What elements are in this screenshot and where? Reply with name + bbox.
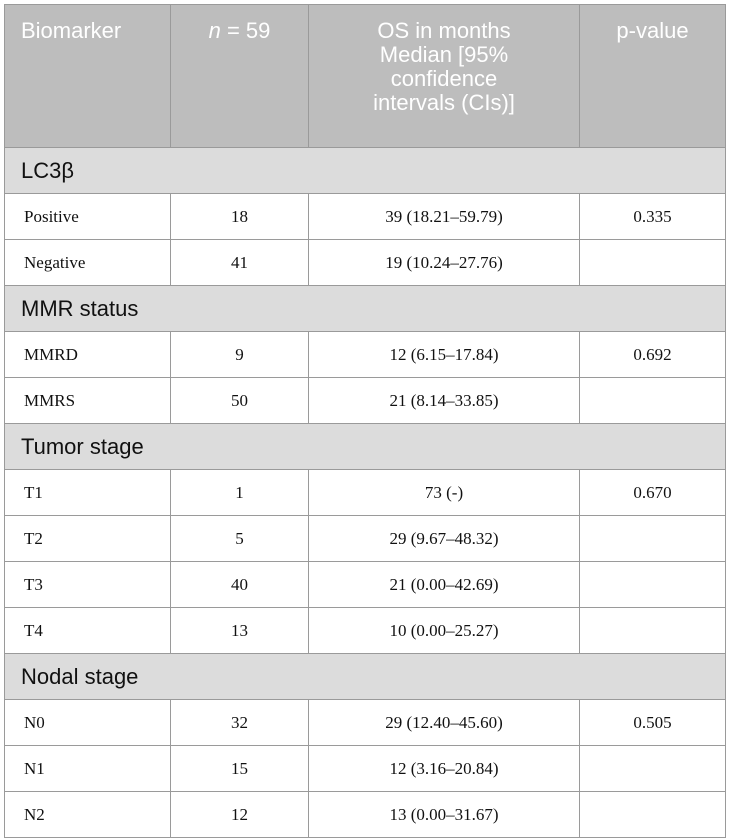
row-os: 21 (8.14–33.85) [309, 378, 580, 424]
row-pvalue: 0.335 [580, 194, 726, 240]
row-n: 5 [171, 516, 309, 562]
header-os-line: Median [95% [379, 42, 509, 67]
row-os: 19 (10.24–27.76) [309, 240, 580, 286]
survival-table [4, 4, 726, 838]
header-n-value: = 59 [220, 18, 271, 43]
row-label: T1 [5, 470, 171, 516]
row-os: 12 (3.16–20.84) [309, 746, 580, 792]
section-row [5, 654, 726, 700]
table-row [5, 746, 726, 792]
row-os: 29 (12.40–45.60) [309, 700, 580, 746]
row-n: 41 [171, 240, 309, 286]
table-row [5, 240, 726, 286]
row-label: Negative [5, 240, 171, 286]
row-pvalue [580, 562, 726, 608]
row-pvalue: 0.692 [580, 332, 726, 378]
header-pvalue: p-value [580, 5, 726, 148]
table-row [5, 608, 726, 654]
section-row [5, 148, 726, 194]
row-pvalue [580, 608, 726, 654]
section-row [5, 424, 726, 470]
header-os-line: intervals (CIs)] [373, 90, 515, 115]
row-label: T3 [5, 562, 171, 608]
section-row [5, 286, 726, 332]
section-title: LC3β [5, 148, 726, 194]
row-n: 15 [171, 746, 309, 792]
row-n: 40 [171, 562, 309, 608]
header-n [171, 5, 309, 148]
row-pvalue: 0.670 [580, 470, 726, 516]
header-os-line: OS in months [377, 18, 511, 43]
row-os: 13 (0.00–31.67) [309, 792, 580, 838]
row-label: Positive [5, 194, 171, 240]
table-row [5, 516, 726, 562]
section-title: Tumor stage [5, 424, 726, 470]
row-label: N0 [5, 700, 171, 746]
row-pvalue [580, 378, 726, 424]
row-label: T2 [5, 516, 171, 562]
row-label: MMRD [5, 332, 171, 378]
row-os: 21 (0.00–42.69) [309, 562, 580, 608]
row-label: N1 [5, 746, 171, 792]
row-n: 9 [171, 332, 309, 378]
row-pvalue: 0.505 [580, 700, 726, 746]
row-n: 12 [171, 792, 309, 838]
row-os: 39 (18.21–59.79) [309, 194, 580, 240]
row-os: 73 (-) [309, 470, 580, 516]
row-n: 1 [171, 470, 309, 516]
row-label: N2 [5, 792, 171, 838]
row-label: MMRS [5, 378, 171, 424]
row-n: 32 [171, 700, 309, 746]
table-row [5, 378, 726, 424]
row-pvalue [580, 516, 726, 562]
header-n-symbol: n [208, 18, 221, 43]
header-biomarker: Biomarker [5, 5, 171, 148]
row-os: 29 (9.67–48.32) [309, 516, 580, 562]
section-title: MMR status [5, 286, 726, 332]
table-row [5, 332, 726, 378]
table-row [5, 194, 726, 240]
header-os [309, 5, 580, 148]
row-os: 12 (6.15–17.84) [309, 332, 580, 378]
header-os-line: confidence [390, 66, 498, 91]
row-os: 10 (0.00–25.27) [309, 608, 580, 654]
table-row [5, 470, 726, 516]
row-pvalue [580, 240, 726, 286]
row-n: 13 [171, 608, 309, 654]
header-row [5, 5, 726, 148]
table-row [5, 792, 726, 838]
table-row [5, 700, 726, 746]
row-label: T4 [5, 608, 171, 654]
row-n: 18 [171, 194, 309, 240]
row-n: 50 [171, 378, 309, 424]
section-title: Nodal stage [5, 654, 726, 700]
row-pvalue [580, 746, 726, 792]
table-row [5, 562, 726, 608]
row-pvalue [580, 792, 726, 838]
